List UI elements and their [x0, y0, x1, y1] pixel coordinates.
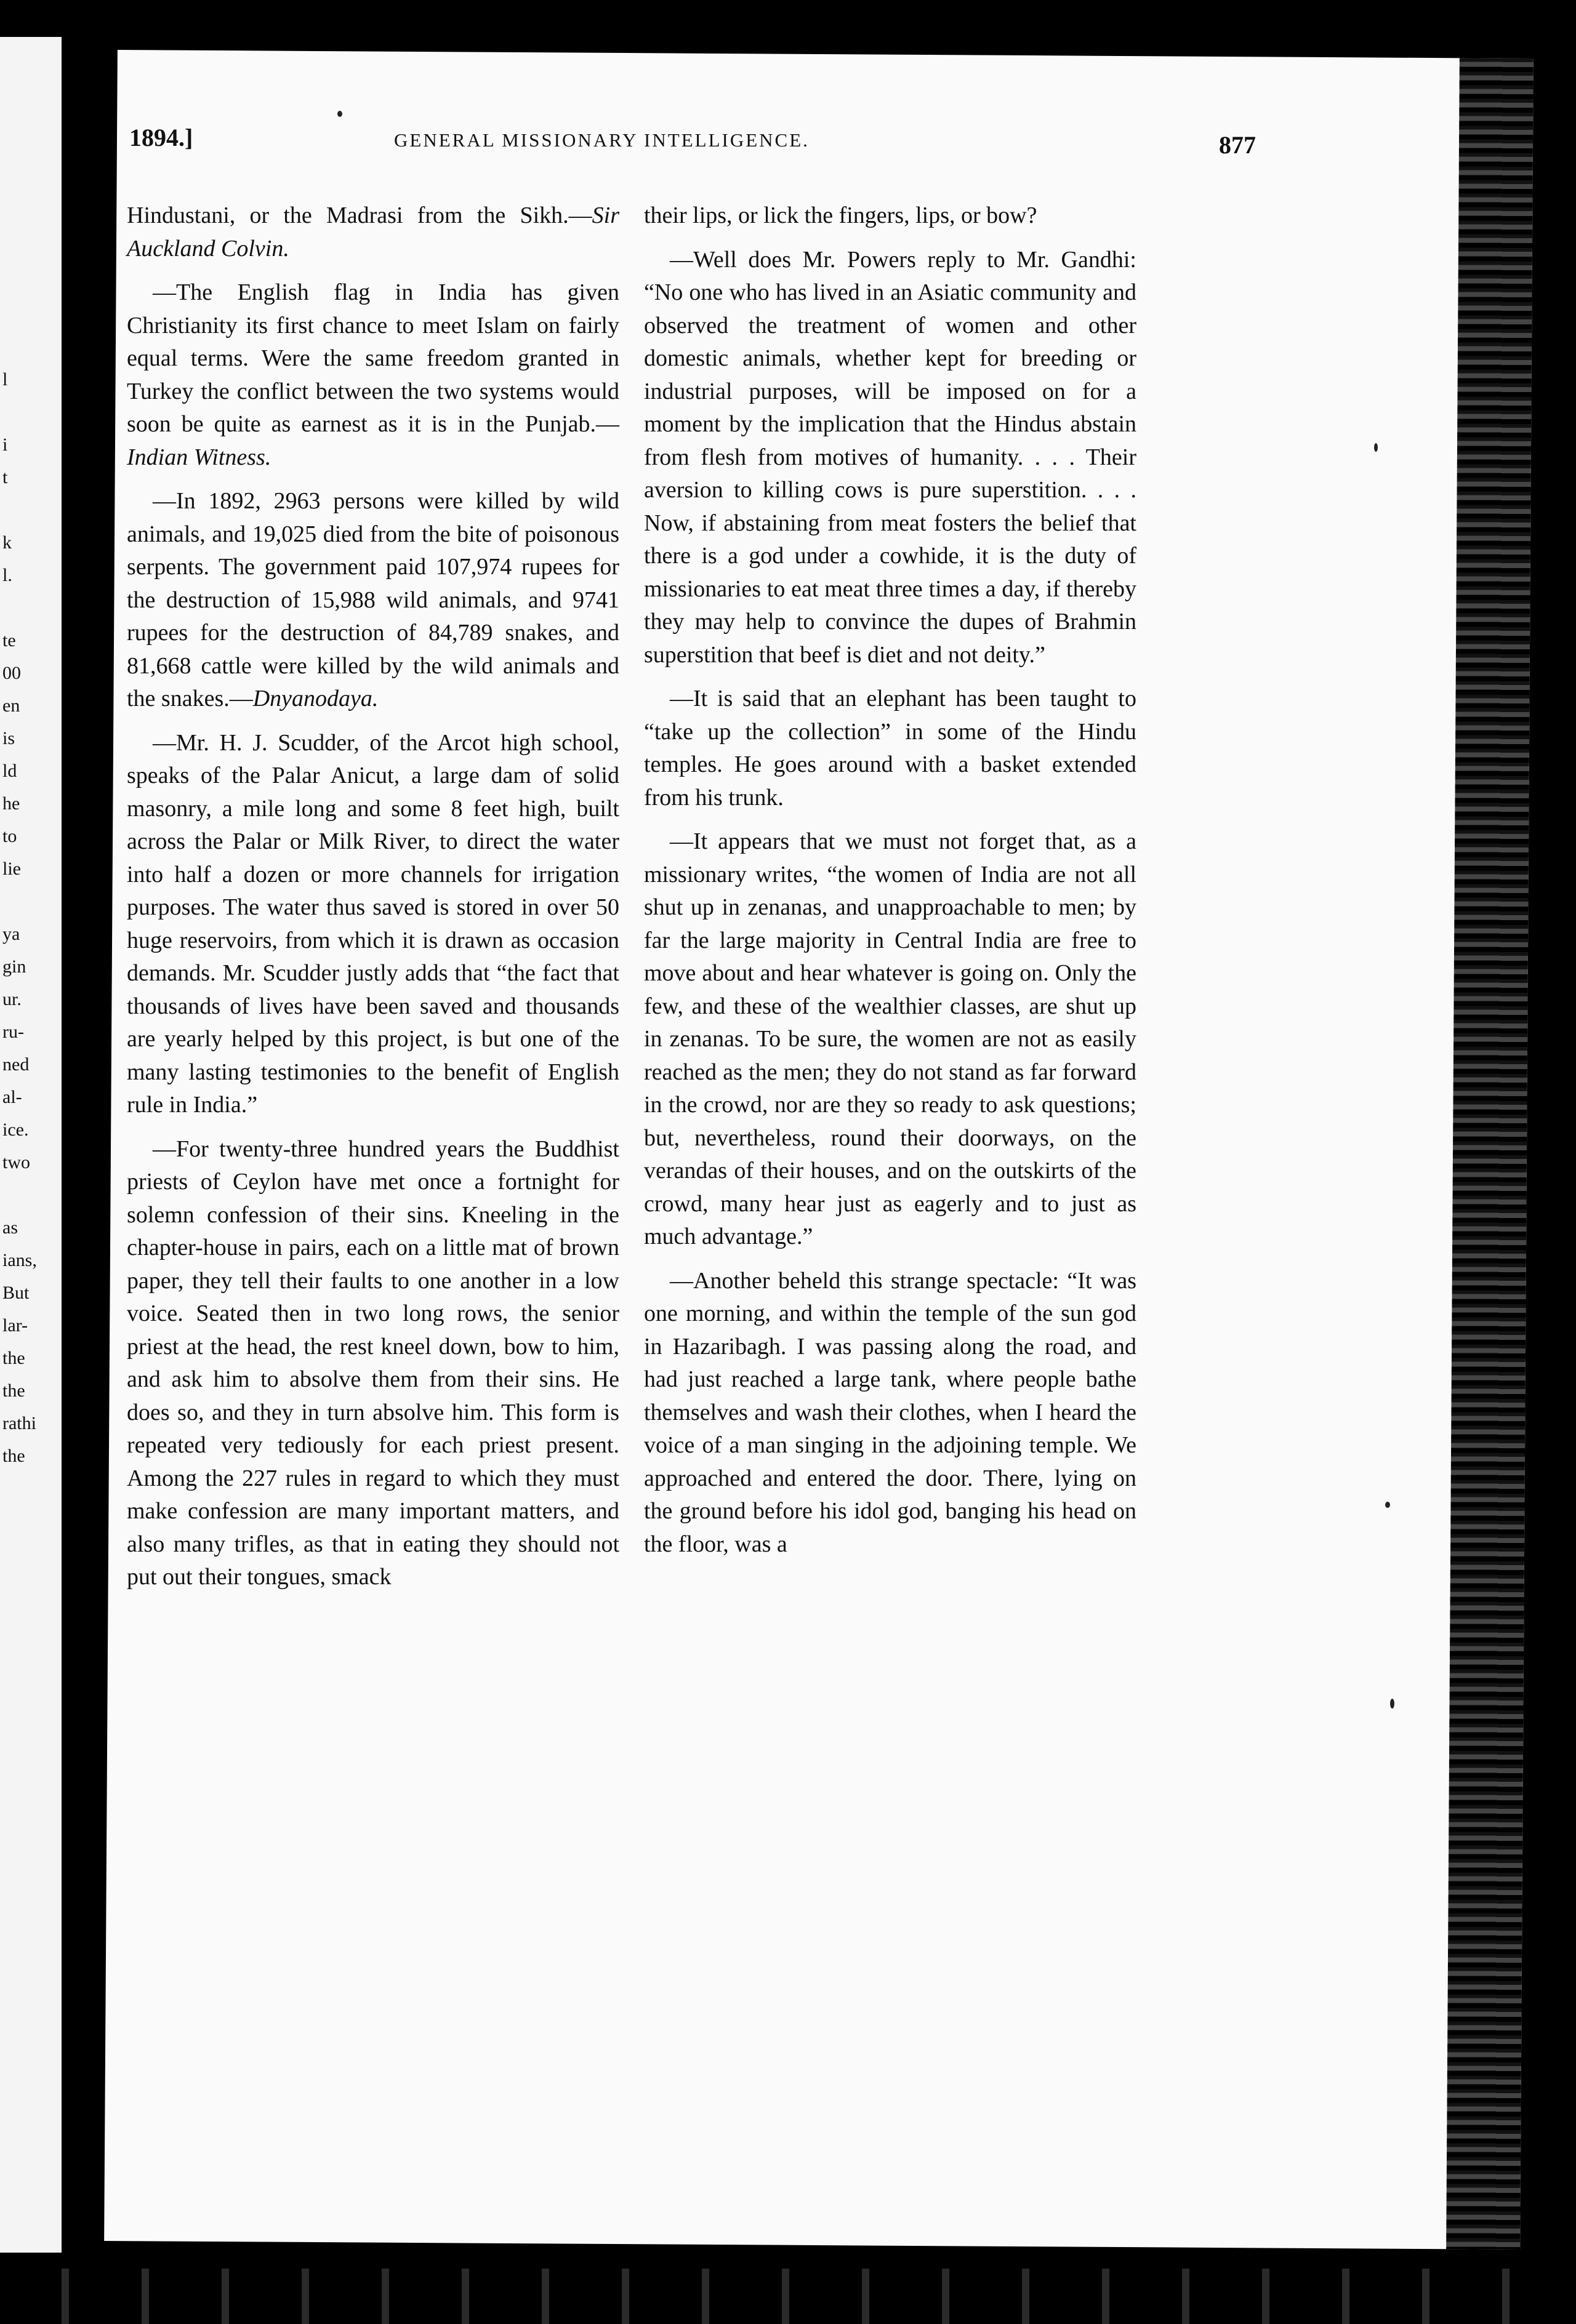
paragraph [127, 485, 619, 716]
header-running-title: GENERAL MISSIONARY INTELLIGENCE. [394, 129, 810, 151]
page-binding-edge [1446, 58, 1534, 2250]
paragraph-text: —Well does Mr. Powers reply to Mr. Gandhi: “No one who has lived in an Asiatic community and observed the treatment of women and other domestic animals, whether kept for breeding or industrial purposes, will be imposed on for a moment by the implication that the Hindus abstain from flesh from motives of humanity. . . . Their aversion to killing cows is pure superstition. . . . Now, if abstaining from meat fosters the belief that there is a god under a cowhide, it is the duty of missionaries to eat meat three times a day, if thereby they may help to convince the dupes of Brahmin superstition that beef is diet and not deity.” [644, 246, 1136, 668]
paragraph-text: their lips, or lick the fingers, lips, or bow? [644, 202, 1037, 228]
left-column [127, 199, 619, 1605]
previous-page-edge [0, 37, 62, 2253]
paragraph [127, 276, 619, 474]
paragraph-text: —The English flag in India has given Christianity its first chance to meet Islam on fairly equal terms. Were the same freedom granted in Turkey the conflict between the two systems would soon be quite as earnest as it is in the Punjab.— [127, 279, 619, 437]
paragraph-text: Hindustani, or the Madrasi from the Sikh.— [127, 202, 592, 228]
paragraph [127, 199, 619, 265]
paragraph-text: —In 1892, 2963 persons were killed by wild animals, and 19,025 died from the bite of poisonous serpents. The government paid 107,974 rupees for the destruction of 15,988 wild animals, and 9741 rupees for the destruction of 84,789 snakes, and 81,668 cattle were killed by the wild animals and the snakes.— [127, 488, 619, 711]
right-column [644, 199, 1136, 1572]
running-header [129, 123, 1256, 160]
paragraph-text: —It appears that we must not forget that, as a missionary writes, “the women of India are not all shut up in zenanas, and unapproachable to men; by far the large majority in Central India are free to move about and hear whatever is going on. Only the few, and these of the wealthier classes, are shut up in zenanas. To be sure, the women are not as easily reached as the men; they do not stand as far forward in the crowd, nor are they so ready to ask questions; but, nevertheless, round their doorways, on the verandas of their houses, and on the outskirts of the crowd, many hear just as eagerly and to just as much advantage.” [644, 828, 1136, 1249]
paragraph [127, 727, 619, 1122]
scan-bottom-edge [37, 2269, 1539, 2324]
paragraph [644, 683, 1136, 814]
paragraph [127, 1133, 619, 1594]
paragraph [644, 199, 1136, 233]
paragraph [644, 825, 1136, 1254]
previous-page-text-fragments: l i t k l. te 00 en is ld he to lie ya gin ur. ru- ned al- ice. two as ians, But lar- the the rathi the [2, 369, 37, 1466]
source-citation: Indian Witness. [127, 444, 271, 470]
paragraph-text: —For twenty-three hundred years the Buddhist priests of Ceylon have met once a fortnight for solemn confession of their sins. Kneeling in the chapter-house in pairs, each on a little mat of brown paper, they tell their faults to one another in a low voice. Seated then in two long rows, the senior priest at the head, the rest kneel down, bow to him, and ask him to absolve them from their sins. He does so, and they in turn absolve him. This form is repeated very tediously for each priest present. Among the 227 rules in regard to which they must make confession are many important matters, and also many trifles, as that in eating they should not put out their tongues, smack [127, 1136, 619, 1590]
paragraph-text: —Another beheld this strange spectacle: “It was one morning, and within the temple of the sun god in Hazaribagh. I was passing along the road, and had just reached a large tank, where people bathe themselves and wash their clothes, when I heard the voice of a man singing in the adjoining temple. We approached and entered the door. There, lying on the ground before his idol god, banging his head on the floor, was a [644, 1267, 1136, 1557]
paragraph-text: —It is said that an elephant has been taught to “take up the collection” in some of the Hindu temples. He goes around with a basket extended from his trunk. [644, 686, 1136, 811]
source-citation: Dnyanodaya. [252, 686, 379, 711]
scan-speck [1374, 443, 1378, 452]
scan-speck [337, 111, 342, 117]
scan-speck [1385, 1502, 1390, 1508]
paragraph-text: —Mr. H. J. Scudder, of the Arcot high school, speaks of the Palar Anicut, a large dam of solid masonry, a mile long and some 8 feet high, built across the Palar or Milk River, to direct the water into half a dozen or more channels for irrigation purposes. The water thus saved is stored in over 50 huge reservoirs, from which it is drawn as occasion demands. Mr. Scudder justly adds that “the fact that thousands of lives have been saved and thousands are yearly helped by this project, is but one of the many lasting testimonies to the benefit of English rule in India.” [127, 729, 619, 1118]
scan-speck [1390, 1699, 1394, 1709]
header-page-number: 877 [1219, 131, 1256, 159]
paragraph [644, 244, 1136, 672]
paragraph [644, 1265, 1136, 1561]
header-year: 1894.] [129, 124, 193, 151]
source-citation: Sir Auckland Colvin. [127, 202, 619, 262]
